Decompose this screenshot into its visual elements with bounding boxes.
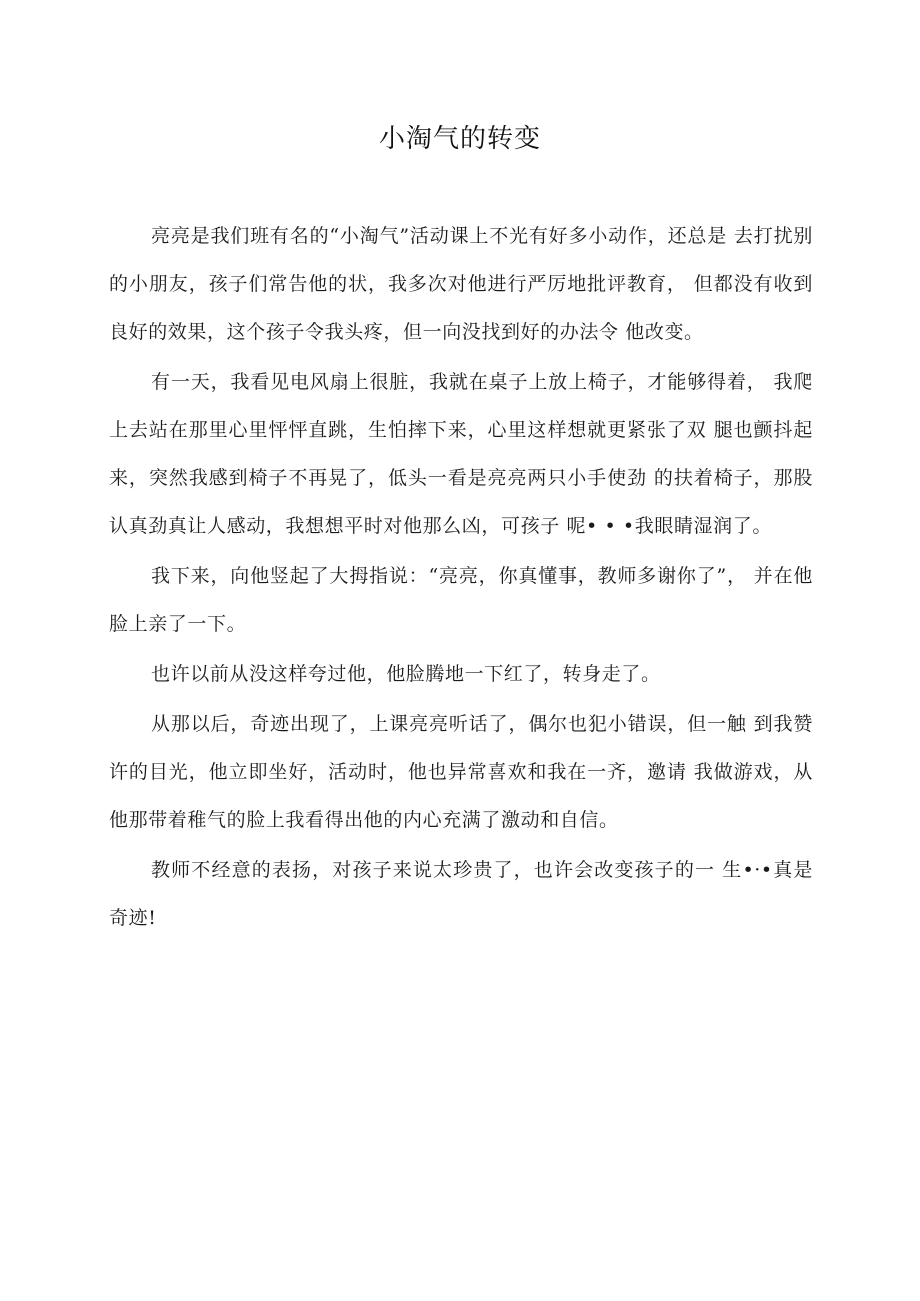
paragraph-3: 我下来，向他竖起了大拇指说：“亮亮，你真懂事，教师多谢你了”， 并在他脸上亲了一下。 (109, 565, 813, 635)
paragraph-5: 从那以后，奇迹出现了，上课亮亮听话了，偶尔也犯小错误，但一触 到我赞许的目光，他立即坐好，活动时，他也异常喜欢和我在一齐，邀请 我做游戏，从他那带着稚气的脸上我看得出他的内心充满了激动和自信。 (109, 713, 813, 831)
paragraph-4: 也许以前从没这样夸过他，他脸腾地一下红了，转身走了。 (151, 663, 661, 685)
paragraph-2: 有一天，我看见电风扇上很脏，我就在桌子上放上椅子，才能够得着， 我爬上去站在那里心里怦怦直跳，生怕摔下来，心里这样想就更紧张了双 腿也颤抖起来，突然我感到椅子不再晃了，低头一看是亮亮两只小手使劲 的扶着椅子，那股认真劲真让人感动，我想想平时对他那么凶，可孩子 呢• • •我眼睛湿润了。 (109, 371, 813, 537)
paragraph-6: 教师不经意的表扬，对孩子来说太珍贵了，也许会改变孩子的一 生•·•真是奇迹! (109, 859, 813, 929)
document-title: 小淘气的转变 (378, 124, 541, 154)
paragraph-1: 亮亮是我们班有名的“小淘气”活动课上不光有好多小动作，还总是 去打扰别的小朋友，孩子们常告他的状，我多次对他进行严厉地批评教育， 但都没有收到良好的效果，这个孩子令我头疼，但一向没找到好的办法令 他改变。 (109, 225, 813, 343)
document-body (109, 212, 813, 944)
